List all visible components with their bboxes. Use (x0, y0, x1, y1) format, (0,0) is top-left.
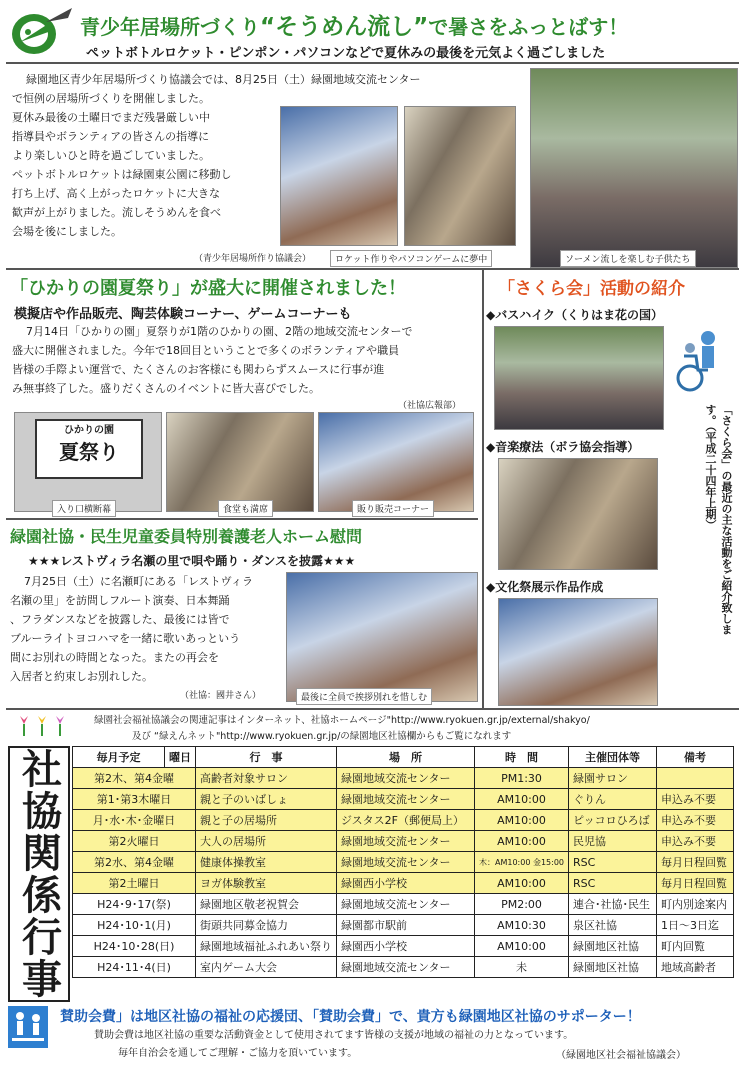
table-row (73, 789, 734, 810)
cell-note: 申込み不要 (657, 810, 734, 831)
article1-line: 指導員やボランティアの皆さんの指導に (12, 130, 210, 143)
page-subtitle: ペットボトルロケット・ピンポン・パソコンなどで夏休みの最後を元気よく過ごしました (86, 46, 606, 61)
cell-time: AM10:00 (475, 831, 569, 852)
cell-place: 緑園地域交流センター (337, 852, 475, 873)
article2-line: 盛大に開催されました。今年で18回目ということで多くのボランティアや職員 (12, 344, 400, 357)
cell-time: AM10:00 (475, 936, 569, 957)
article3-text (10, 572, 280, 686)
cell-org: 緑園サロン (569, 768, 657, 789)
section-rule (6, 518, 478, 520)
photo-somen-nagashi (530, 68, 738, 268)
article1-line: 会場を後にしました。 (12, 225, 122, 238)
header-event: 行 事 (196, 747, 337, 768)
cell-day: 第2火曜日 (73, 831, 196, 852)
cell-note (657, 768, 734, 789)
cell-day: 第2土曜日 (73, 873, 196, 894)
cell-day: H24･9･17(祭) (73, 894, 196, 915)
photo-culture-festival (498, 598, 658, 706)
photo-rocket-making (280, 106, 398, 246)
sakura-item1: ◆バスハイク（くりはま花の国） (486, 308, 663, 322)
page-title (80, 8, 628, 41)
article2-text (12, 322, 480, 398)
article3-line: 名瀬の里」を訪問しフルート演奏、日本舞踊 (10, 594, 230, 607)
article1-line: ペットボトルロケットは緑園東公園に移動し (12, 168, 232, 181)
table-row (73, 873, 734, 894)
header-time: 時 間 (475, 747, 569, 768)
article2-line: 皆様の手際よい運営で、たくさんのお客様にも関わらずスムースに行事が進 (12, 363, 385, 376)
cell-time: 未 (475, 957, 569, 978)
cell-place: 緑園西小学校 (337, 873, 475, 894)
cell-org: 連合･社協･民生 (569, 894, 657, 915)
section-rule (6, 268, 739, 270)
column-rule (482, 270, 484, 708)
cell-event: 健康体操教室 (196, 852, 337, 873)
cell-day: 第1･第3木曜日 (73, 789, 196, 810)
cell-place: 緑園地域交流センター (337, 831, 475, 852)
article3-line: 入居者と約束しお別れした。 (10, 670, 153, 683)
cell-place: ジスタス2F（郵便局上） (337, 810, 475, 831)
caption-cafeteria: 食堂も満席 (218, 500, 273, 517)
schedule-side-title (8, 746, 70, 1002)
article1-line: 打ち上げ、高く上がったロケットに大きな (12, 187, 221, 200)
article3-title: 緑園社協・民生児童委員特別養護老人ホーム慰問 (10, 527, 363, 546)
article1-line: より楽しいひと時を過ごしていました。 (12, 149, 210, 162)
table-row (73, 957, 734, 978)
cell-org: RSC (569, 873, 657, 894)
cell-note: 申込み不要 (657, 831, 734, 852)
cell-time: AM10:30 (475, 915, 569, 936)
cell-org: ピッコロひろば (569, 810, 657, 831)
article3-subtitle: ★★★レストヴィラ名瀬の里で唄や踊り・ダンスを披露★★★ (28, 554, 356, 568)
cell-org: 緑園地区社協 (569, 957, 657, 978)
footer-credit: （緑園地区社会福祉協議会） (556, 1050, 686, 1061)
schedule-table (72, 746, 734, 978)
photo-music-therapy (498, 458, 658, 570)
article1-credit: （青少年居場所作り協議会） (190, 250, 315, 265)
photo-group-farewell (286, 572, 478, 702)
cell-day: H24･10･28(日) (73, 936, 196, 957)
cell-event: 室内ゲーム大会 (196, 957, 337, 978)
article1-line: 緑園地区青少年居場所づくり協議会では、8月25日（土）緑園地域交流センター (26, 73, 421, 86)
cell-org: 泉区社協 (569, 915, 657, 936)
cell-note: 毎月日程回覧 (657, 852, 734, 873)
sakura-title: 「さくら会」活動の紹介 (498, 279, 685, 299)
table-row (73, 831, 734, 852)
banner-sign (35, 419, 143, 479)
cell-time: AM10:00 (475, 810, 569, 831)
article1-line: で恒例の居場所づくりを開催しました。 (12, 92, 210, 105)
cell-note: 町内別途案内 (657, 894, 734, 915)
cell-time: AM10:00 (475, 873, 569, 894)
article1-line: 歓声が上がりました。流しそうめんを食べ (12, 206, 221, 219)
cell-day: 月･水･木･金曜日 (73, 810, 196, 831)
cell-place: 緑園地域交流センター (337, 768, 475, 789)
cell-note: 地域高齢者 (657, 957, 734, 978)
wheelchair-icon (668, 326, 738, 396)
sakura-item3: ◆文化祭展示作品作成 (486, 580, 604, 594)
cell-day: H24･10･1(月) (73, 915, 196, 936)
sakura-item2: ◆音楽療法（ボラ協会指導） (486, 440, 640, 454)
notice-line1: 緑園社会福祉協議会の関連記事はインターネット、社協ホームページ"http://www.ryokuen.gr.jp/external/shakyo/ (94, 715, 590, 726)
cell-event: ヨガ体験教室 (196, 873, 337, 894)
cell-time: PM2:00 (475, 894, 569, 915)
photo-computer-game (404, 106, 516, 246)
article3-line: 7月25日（土）に名瀬町にある「レストヴィラ (24, 575, 254, 588)
support-icon (8, 1006, 48, 1048)
photo-bus-hike (494, 326, 664, 430)
footer-line1: 賛助会費は地区社協の重要な活動資金として使用されてます皆様の支援が地域の福祉の力となっています。 (94, 1030, 574, 1041)
caption-rocket: ロケット作りやパソコンゲームに夢中 (330, 250, 492, 267)
table-row (73, 768, 734, 789)
cell-place: 緑園西小学校 (337, 936, 475, 957)
table-row (73, 852, 734, 873)
cell-time: PM1:30 (475, 768, 569, 789)
cell-place: 緑園地域交流センター (337, 789, 475, 810)
cell-time: 木：AM10:00 金15:00 (475, 852, 569, 873)
caption-sales: 販り販売コーナー (352, 500, 434, 517)
header-org: 主催団体等 (569, 747, 657, 768)
notice-line2: 及び “緑えんネット"http://www.ryokuen.gr.jp/の緑園地区社協欄からもご覧になれます (132, 731, 512, 742)
title-part-b: “そうめん流し” (260, 14, 429, 40)
cell-note: 毎月日程回覧 (657, 873, 734, 894)
article2-credit: （社協広報部） (398, 401, 462, 411)
table-row (73, 894, 734, 915)
cell-event: 大人の居場所 (196, 831, 337, 852)
cell-day: 第2水、第4金曜 (73, 852, 196, 873)
header-note: 備考 (657, 747, 734, 768)
table-row (73, 810, 734, 831)
cell-event: 親と子の居場所 (196, 810, 337, 831)
caption-entrance: 入り口横断幕 (52, 500, 116, 517)
section-rule (6, 708, 739, 710)
article3-line: ブルーライトヨコハマを一緒に歌いあっという (10, 632, 241, 645)
cell-day: H24･11･4(日) (73, 957, 196, 978)
footer-headline: 賛助会費」は地区社協の福祉の応援団、「賛助会費」で、貴方も緑園地区社協のサポーター！ (60, 1009, 641, 1025)
cell-place: 緑園地域交流センター (337, 894, 475, 915)
caption-somen: ソーメン流しを楽しむ子供たち (560, 250, 696, 267)
header-day: 毎月予定 (73, 747, 165, 768)
header-rule (6, 62, 739, 64)
header-weekday: 曜日 (165, 747, 196, 768)
cell-event: 高齢者対象サロン (196, 768, 337, 789)
cell-event: 緑園地域福祉ふれあい祭り (196, 936, 337, 957)
article2-line: み無事終了した。盛りだくさんのイベントに皆大喜びでした。 (12, 382, 320, 395)
title-part-a: 青少年居場所づくり (80, 15, 260, 39)
cell-org: ぐりん (569, 789, 657, 810)
title-part-c: で暑さをふっとばす！ (428, 15, 629, 39)
table-row (73, 915, 734, 936)
article3-credit: （社協：國井さん） (180, 691, 262, 701)
footer-line2: 毎年自治会を通してご理解・ご協力を頂いています。 (118, 1048, 358, 1059)
photo-entrance-banner (14, 412, 162, 512)
cell-time: AM10:00 (475, 789, 569, 810)
tulip-icon (14, 712, 74, 736)
caption-farewell: 最後に全員で挨拶別れを惜しむ (296, 688, 432, 705)
cell-org: RSC (569, 852, 657, 873)
article3-line: 、フラダンスなどを披露した、最後には皆で (10, 613, 230, 626)
photo-cafeteria (166, 412, 314, 512)
table-row (73, 936, 734, 957)
cell-org: 民児協 (569, 831, 657, 852)
article2-title: 「ひかりの園夏祭り」が盛大に開催されました！ (10, 278, 406, 299)
article1-line: 夏休み最後の土曜日でまだ残暑厳しい中 (12, 111, 210, 124)
cell-note: 1日～3日迄 (657, 915, 734, 936)
cell-place: 緑園都市駅前 (337, 915, 475, 936)
cell-event: 緑園地区敬老祝賀会 (196, 894, 337, 915)
article2-subtitle: 模擬店や作品販売、陶芸体験コーナー、ゲームコーナーも (14, 307, 352, 322)
table-header-row (73, 747, 734, 768)
article3-line: 間にお別れの時間となった。またの再会を (10, 651, 219, 664)
cell-org: 緑園地区社協 (569, 936, 657, 957)
header-place: 場 所 (337, 747, 475, 768)
article2-line: 7月14日「ひかりの園」夏祭りが1階のひかりの園、2階の地域交流センターで (26, 325, 413, 338)
logo-icon (6, 4, 76, 56)
cell-event: 街頭共同募金協力 (196, 915, 337, 936)
banner-line2: 夏祭り (59, 440, 119, 464)
schedule-side-title-text: 社協関係行事 (15, 748, 62, 1000)
photo-sales-corner (318, 412, 474, 512)
cell-day: 第2木、第4金曜 (73, 768, 196, 789)
cell-note: 町内回覧 (657, 936, 734, 957)
banner-line1: ひかりの園 (64, 425, 114, 436)
cell-event: 親と子のいばしょ (196, 789, 337, 810)
cell-place: 緑園地域交流センター (337, 957, 475, 978)
sakura-vertical-note: 「さくら会」の最近の主な活動をご紹介致します。（平成二十四年上期） (704, 404, 733, 635)
cell-note: 申込み不要 (657, 789, 734, 810)
